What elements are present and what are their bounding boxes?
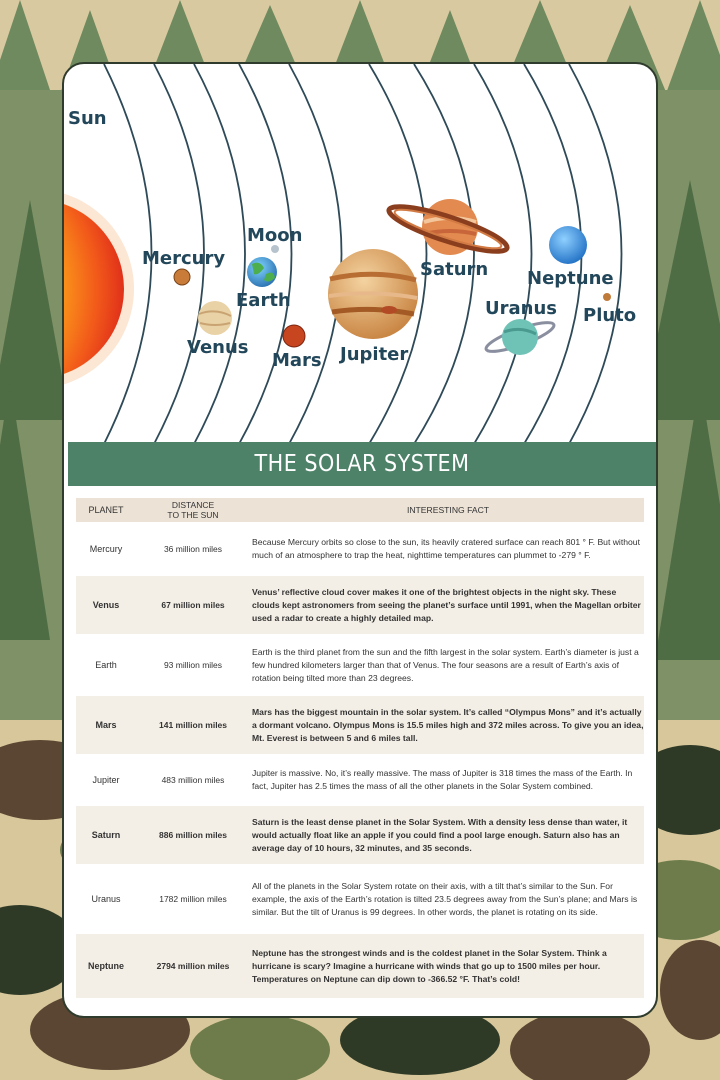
label-sun: Sun	[68, 108, 107, 129]
pluto-icon	[603, 293, 611, 301]
neptune-icon	[549, 226, 587, 264]
row-planet: Neptune	[88, 961, 124, 971]
row-distance: 2794 million miles	[156, 961, 230, 971]
row-fact: Saturn is the least dense planet in the Solar System. With a density less dense than water, it would actually float like an apple if you could find a pool large enough. Saturn also has an average day of 10 hours, 32 minutes, and 35 seconds.	[252, 816, 628, 853]
earth-icon	[247, 257, 277, 287]
table-row	[76, 696, 644, 754]
label-mars: Mars	[272, 350, 322, 371]
moon-icon	[271, 245, 279, 253]
table-row	[76, 864, 644, 934]
row-fact: All of the planets in the Solar System rotate on their axis, with a tilt that’s similar to the Sun. For example, the axis of the Earth’s rotation is tilted 23.5 degrees away from the Sun’s plane; and Mars is similar. But the tilt of Uranus is 99 degrees. In other words, the planet is rotating on its side.	[252, 880, 638, 917]
row-distance: 141 million miles	[158, 720, 228, 730]
row-fact: Mars has the biggest mountain in the solar system. It’s called “Olympus Mons” and it’s actually a dormant volcano. Olympus Mons is 15.5 miles high and 372 miles across. To give you an idea, Mt. Everest is between 5 and 6 miles tall.	[252, 706, 644, 743]
jupiter-icon	[328, 249, 418, 339]
label-moon: Moon	[247, 225, 303, 246]
table-row	[76, 634, 644, 696]
poster-card	[62, 62, 658, 1018]
row-fact: Jupiter is massive. No, it’s really massive. The mass of Jupiter is 318 times the mass of the Earth. In fact, Jupiter has 2.5 times the mass of all the other planets in the Solar System combined.	[252, 768, 633, 791]
label-uranus: Uranus	[485, 298, 557, 319]
saturn-icon	[385, 198, 510, 259]
row-planet: Venus	[92, 600, 120, 610]
label-saturn: Saturn	[420, 259, 489, 280]
label-jupiter: Jupiter	[340, 344, 409, 365]
venus-icon	[198, 301, 232, 335]
planet-facts-table	[76, 498, 644, 998]
mars-icon	[283, 325, 305, 347]
label-mercury: Mercury	[142, 248, 226, 269]
row-distance: 93 million miles	[163, 660, 223, 670]
row-planet: Earth	[95, 660, 117, 670]
row-fact: Venus’ reflective cloud cover makes it one of the brightest objects in the night sky. These clouds kept astronomers from seeing the planet’s surface until 1991, when the Magellan orbiter used a radar to create a highly detailed map.	[252, 586, 641, 623]
row-planet: Uranus	[91, 894, 121, 904]
label-earth: Earth	[236, 290, 291, 311]
solar-system-diagram	[64, 64, 658, 444]
table-row	[76, 576, 644, 634]
mercury-icon	[174, 269, 190, 285]
header-distance	[136, 500, 250, 520]
table-row	[76, 934, 644, 998]
row-fact: Earth is the third planet from the sun and the fifth largest in the solar system. Earth’s diameter is just a few hundred kilometers larger than that of Venus. The four seasons are a result of Earth’s axis of rotation being tilted more than 23 degrees.	[252, 646, 639, 683]
row-planet: Mars	[95, 720, 117, 730]
row-planet: Saturn	[91, 830, 121, 840]
row-planet: Jupiter	[92, 775, 120, 785]
row-distance: 1782 million miles	[159, 894, 227, 904]
header-distance-line2: TO THE SUN	[167, 510, 219, 520]
header-planet: PLANET	[88, 505, 124, 515]
label-pluto: Pluto	[583, 305, 637, 326]
row-fact: Because Mercury orbits so close to the sun, its heavily cratered surface can reach 801 ° F. But without much of an atmosphere to trap the heat, nighttime temperatures can plummet to -279 ° F.	[252, 537, 640, 560]
table-row	[76, 754, 644, 806]
header-fact: INTERESTING FACT	[406, 504, 490, 515]
row-distance: 36 million miles	[163, 544, 223, 554]
row-distance: 483 million miles	[161, 775, 225, 785]
page-title: THE SOLAR SYSTEM	[68, 442, 656, 486]
label-neptune: Neptune	[527, 268, 614, 289]
row-distance: 886 million miles	[158, 830, 228, 840]
row-distance: 67 million miles	[161, 600, 225, 610]
sun-icon	[64, 199, 124, 379]
row-fact: Neptune has the strongest winds and is the coldest planet in the Solar System. Think a hurricane is scary? Imagine a hurricane with winds that go up to 1500 miles per hour. Temperatures on Neptune can dip down to -366.52 °F. That’s cold!	[252, 947, 607, 984]
uranus-icon	[483, 317, 556, 357]
header-distance-line1: DISTANCE	[171, 500, 215, 510]
table-header	[76, 498, 644, 522]
row-planet: Mercury	[89, 544, 123, 554]
table-row	[76, 522, 644, 576]
label-venus: Venus	[187, 337, 249, 358]
table-row	[76, 806, 644, 864]
